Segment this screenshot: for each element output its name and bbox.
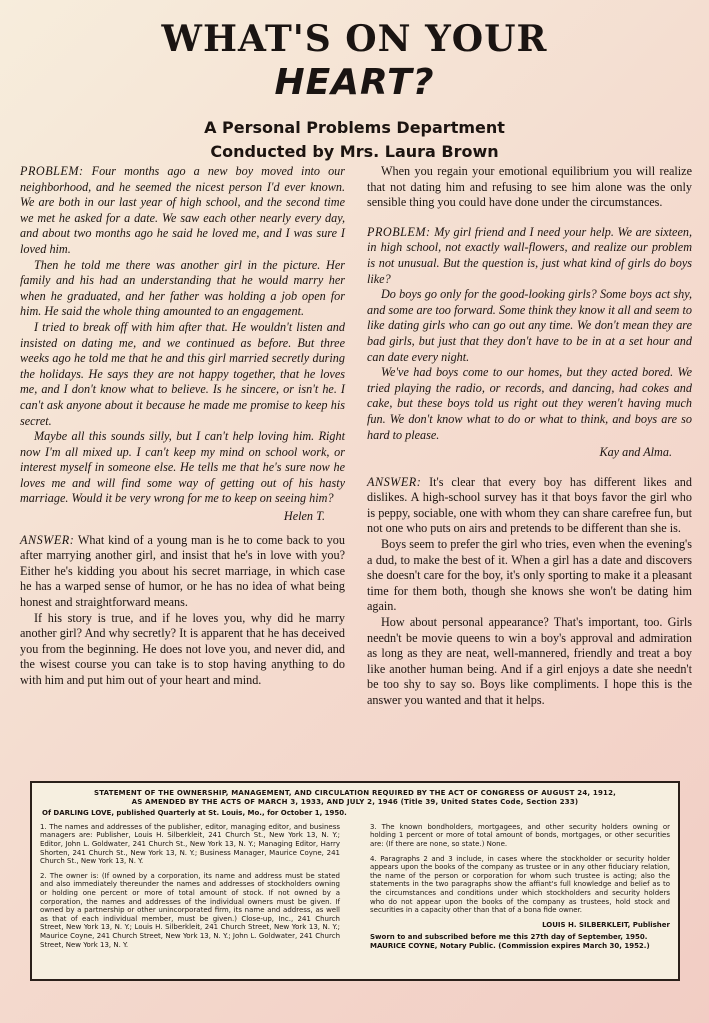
ownership-statement-box: [30, 781, 680, 981]
answer-paragraph: When you regain your emotional equilibrium you will realize that not dating him and refusing to see him alone was the only sensible thing you could have done under the circumstances.: [367, 164, 692, 210]
answer-label: ANSWER:: [367, 474, 422, 489]
statement-left-col: [40, 823, 340, 955]
answer-paragraph: ANSWER: It's clear that every boy has different likes and dislikes. A high-school survey has it that boys favor the girl who is peppy, sociable, one with whom they can share carefree fun, but not one who puts on airs and pretends to be different than she is.: [367, 474, 692, 536]
problem-label: PROBLEM:: [367, 224, 431, 239]
statement-right-col: [370, 823, 670, 955]
answer-paragraph: If his story is true, and if he loves you, why did he marry another girl? And why secretly? It is apparent that he has deceived you from the beginning. He does not love you, and never did, and the wisest course you can take is to stop having anything to do with him and put him out of your heart and mind.: [20, 610, 345, 687]
answer-paragraph: ANSWER: What kind of a young man is he to come back to you after marrying another girl, and insist that he's in love with you? Either he's kidding you about his secret marriage, in which case he has a warped sense of humor, or he has no idea of what being honest and straightforward means.: [20, 532, 345, 610]
letter-paragraph: PROBLEM: My girl friend and I need your help. We are sixteen, in high school, not exactly wall-flowers, and realize our problem is not unusual. But the question is, just what kind of girls do boys like?: [367, 224, 693, 286]
department-subtitle: A Personal Problems Department: [204, 118, 505, 137]
answer-label: ANSWER:: [20, 532, 75, 547]
problem-label: PROBLEM:: [20, 164, 84, 178]
letter-paragraph: Then he told me there was another girl in the picture. Her family and his had an understanding that he would marry her when he graduated, and her father was holding a job open for him. He said the whole thing amounted to an engagement.: [20, 257, 345, 319]
conductor-byline: Conducted by Mrs. Laura Brown: [210, 142, 499, 161]
statement-publication: Of DARLING LOVE, published Quarterly at St. Louis, Mo., for October 1, 1950.: [42, 809, 347, 818]
letter-signature: Kay and Alma.: [599, 445, 672, 460]
statement-item: 1. The names and addresses of the publisher, editor, managing editor, and business managers are: Publisher, Louis H. Silberkleit, 241 Church St., New York 13, N. Y.; Editor, John L. Goldwater, 241 Church St., New York 13, N. Y.; Managing Editor, Harry Shorten, 241 Church St., New York 13, N. Y.; Business Manager, Maurice Coyne, 241 Church St., New York 13, N. Y.: [40, 822, 340, 866]
statement-item: 4. Paragraphs 2 and 3 include, in cases where the stockholder or security holder appears upon the books of the company as trustee or in any other fiduciary relation, the name of the person or corporation for whom such trustee is acting; also the statements in the two paragraphs show the affiant's full knowledge and belief as to the circumstances and conditions under which stockholders and security holders who do not appear upon the books of the company as trustees, hold stock and securities in a capacity other than that of a bona fide owner.: [370, 854, 670, 915]
letter-paragraph: Maybe all this sounds silly, but I can't help loving him. Right now I'm all mixed up. I can't keep my mind on school work, or interest myself in someone else. He tells me that he's sure now he loves me and will find some way of getting out of his hasty marriage. Would it be very wrong for me to keep on seeing him?: [20, 429, 345, 506]
page-title-accent: HEART?: [274, 62, 435, 103]
letter-paragraph: I tried to break off with him after that. He wouldn't listen and insisted on dating me, and we continued as before. But three weeks ago he told me that he and this girl married secretly during the holidays. He says they are not happy together, that he loves me, and I don't know what to believe. Is he sincere, or isn't he. I can't ask anyone about it because he made me promise to keep his secret.: [20, 319, 345, 428]
page-title: WHAT'S ON YOUR: [161, 18, 548, 60]
statement-signer: LOUIS H. SILBERKLEIT, Publisher: [542, 920, 670, 929]
answer-paragraph: Boys seem to prefer the girl who tries, even when the evening's a dud, to make the best of it. When a girl has a date and discovers she doesn't care for the boy, it's only sporting to make it a pleasant time for them both, though she knows she won't be dating him again.: [367, 537, 692, 614]
statement-notary: Sworn to and subscribed before me this 27th day of September, 1950. MAURICE COYNE, Notary Public. (Commission expires March 30, 1952.): [370, 933, 650, 950]
answer-paragraph: How about personal appearance? That's important, too. Girls needn't be movie queens to win a boy's approval and admiration as long as they are neat, well-mannered, friendly and treat a boy like another human being. And if a girl enjoys a date she needn't be too shy to say so. Boys like compliments. I hope this is the answer you wanted and that it helps.: [367, 615, 692, 707]
letter-paragraph: Do boys go only for the good-looking girls? Some boys act shy, and some are too forward. Some think they know it all and seem to like dating girls who can go out any time. We don't mean they are bad girls, but just that they don't have to be in at a set hour and can date every night.: [367, 287, 692, 364]
statement-item: 2. The owner is: (If owned by a corporation, its name and address must be stated and also immediately thereunder the names and addresses of stockholders owning or holding one percent or more of total amount of stock. If not owned by a corporation, the names and addresses of the individual owners must be given. If owned by a partnership or other unincorporated firm, its name and address, as well as that of each individual member, must be given.) Close-up, Inc., 241 Church Street, New York 13, N. Y.; Louis H. Silberkleit, 241 Church Street, New York 13, N. Y.; Maurice Coyne, 241 Church Street, New York 13, N. Y.; John L. Goldwater, 241 Church Street, New York 13, N. Y.: [40, 871, 340, 949]
letter-paragraph: PROBLEM: Four months ago a new boy moved into our neighborhood, and he seemed the nicest person I'd ever known. We are both in our last year of high school, and the second time we met he asked for a date. We saw each other nearly every day, and about two months ago he said he loved me, and I was sure I loved him.: [20, 164, 346, 256]
letter-signature: Helen T.: [283, 509, 325, 524]
statement-item: 3. The known bondholders, mortgagees, and other security holders owning or holding 1 percent or more of total amount of bonds, mortgages, or other securities are: (If there are none, so state.) None.: [370, 822, 670, 848]
statement-heading: STATEMENT OF THE OWNERSHIP, MANAGEMENT, AND CIRCULATION REQUIRED BY THE ACT OF CONGRESS OF AUGUST 24, 1912,: [93, 789, 617, 797]
right-column: [367, 164, 692, 709]
left-column: [20, 164, 345, 689]
letter-paragraph: We've had boys come to our homes, but they acted bored. We tried playing the radio, or records, and dancing, had cokes and cake, but these boys told us right out they weren't having much fun. We don't know what to do or what to think, and boys are so hard to please.: [367, 365, 692, 442]
statement-heading-amended: AS AMENDED BY THE ACTS OF MARCH 3, 1933, AND JULY 2, 1946 (Title 39, United States Code, Section 233): [131, 797, 579, 806]
